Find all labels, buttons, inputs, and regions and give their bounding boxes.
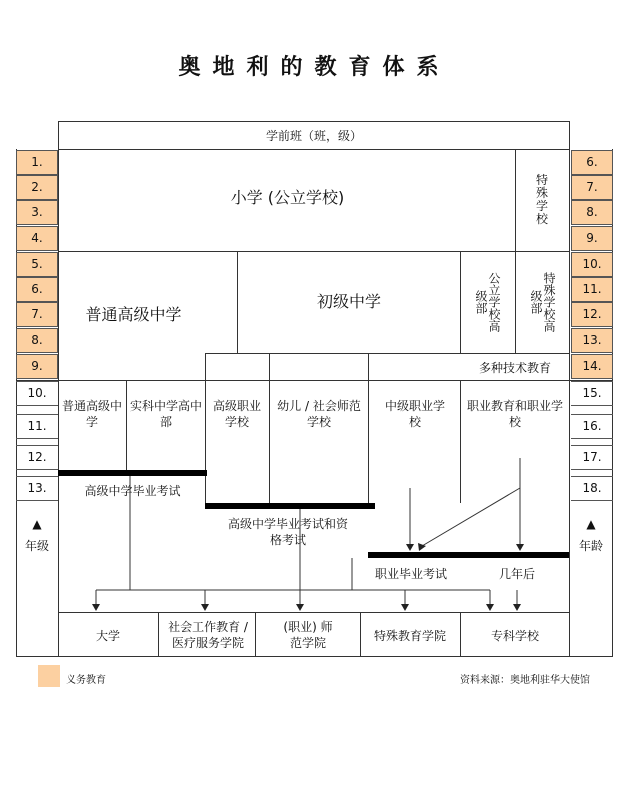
line-row9-a: [205, 353, 206, 503]
grade-5: 5.: [16, 252, 58, 277]
age-15: 15.: [571, 381, 613, 406]
age-18: 18.: [571, 476, 613, 501]
line-row9-top: [205, 353, 569, 354]
grade-1: 1.: [16, 150, 58, 175]
grade-axis-arrow-icon: ▲: [32, 517, 42, 531]
age-11: 11.: [571, 277, 613, 302]
age-9: 9.: [571, 226, 613, 251]
age-axis-label: 年龄: [578, 539, 603, 553]
line-row10-top: [16, 380, 613, 381]
general-upper-label: 普通高级中学: [62, 399, 123, 429]
age-12: 12.: [571, 302, 613, 327]
grade-axis-label: 年级: [24, 539, 49, 553]
age-axis-arrow-icon: ▲: [586, 517, 596, 531]
grammar-school-label: 普通高级中学: [85, 305, 182, 324]
diagram-title: 奥地利的教育体系: [178, 54, 451, 80]
age-17: 17.: [571, 445, 613, 470]
grade-8: 8.: [16, 328, 58, 353]
age-6: 6.: [571, 150, 613, 175]
vocational-exam-bar: [368, 552, 569, 558]
secondary-vocational-label: 中级职业学校: [384, 399, 445, 429]
higher-div-2: [255, 612, 256, 657]
matura-qualification-bar: [205, 503, 375, 509]
line-left-col: [58, 149, 59, 657]
grade-10: 10.: [16, 381, 58, 406]
special-school-dept-label: 特殊学校高级部: [529, 272, 556, 332]
age-8: 8.: [571, 200, 613, 225]
grade-11: 11.: [16, 414, 58, 439]
preschool-label: 学前班（班，级）: [265, 129, 362, 143]
line-special-div: [515, 149, 516, 354]
fachhochschule-label: 专科学校: [490, 629, 539, 643]
higher-div-1: [158, 612, 159, 657]
special-school-label: 特殊学校: [535, 173, 548, 226]
years-later-label: 几年后: [498, 567, 535, 581]
primary-school-label: 小学 (公立学校): [230, 188, 345, 207]
special-education-label: 特殊教育学院: [373, 629, 446, 643]
grade-4: 4.: [16, 226, 58, 251]
grade-2: 2.: [16, 175, 58, 200]
source-label: 资料来源：奥地利驻华大使馆: [460, 675, 590, 686]
line-row9-d: [460, 381, 461, 503]
public-school-dept-label: 公立学校高级部: [474, 272, 501, 332]
matura-bar: [58, 470, 207, 476]
age-7: 7.: [571, 175, 613, 200]
social-medical-label: 社会工作教育 / 医疗服务学院: [168, 620, 248, 650]
age-16: 16.: [571, 414, 613, 439]
legend-label: 义务教育: [66, 675, 106, 686]
grade-9: 9.: [16, 354, 58, 379]
polytechnic-label: 多种技术教育: [478, 361, 551, 375]
line-row9-b: [269, 353, 270, 503]
university-label: 大学: [95, 629, 120, 643]
vocational-exam-label: 职业毕业考试: [374, 567, 447, 581]
teacher-college-label: (职业) 师范学院: [283, 620, 333, 650]
compulsory-legend-swatch: [38, 665, 60, 687]
age-13: 13.: [571, 328, 613, 353]
grade-7: 7.: [16, 302, 58, 327]
kindergarten-teacher-label: 幼儿 / 社会师范学校: [277, 399, 361, 429]
line-right-col: [569, 149, 570, 657]
line-primary-bottom: [58, 251, 570, 252]
grade-13: 13.: [16, 476, 58, 501]
grade-3: 3.: [16, 200, 58, 225]
matura-qualification-label: 高级中学毕业考试和资格考试: [227, 517, 348, 547]
matura-label: 高级中学毕业考试: [84, 484, 181, 498]
line-row9-c: [368, 353, 369, 503]
vocational-upper-label: 高级职业学校: [212, 399, 261, 429]
vocational-training-label: 职业教育和职业学校: [466, 399, 563, 429]
line-upper-a: [126, 381, 127, 471]
lower-secondary-label: 初级中学: [316, 292, 381, 311]
line-publicdept-div: [460, 251, 461, 353]
science-upper-label: 实科中学高中部: [130, 399, 203, 429]
grade-12: 12.: [16, 445, 58, 470]
age-14: 14.: [571, 354, 613, 379]
grade-6: 6.: [16, 277, 58, 302]
age-10: 10.: [571, 252, 613, 277]
